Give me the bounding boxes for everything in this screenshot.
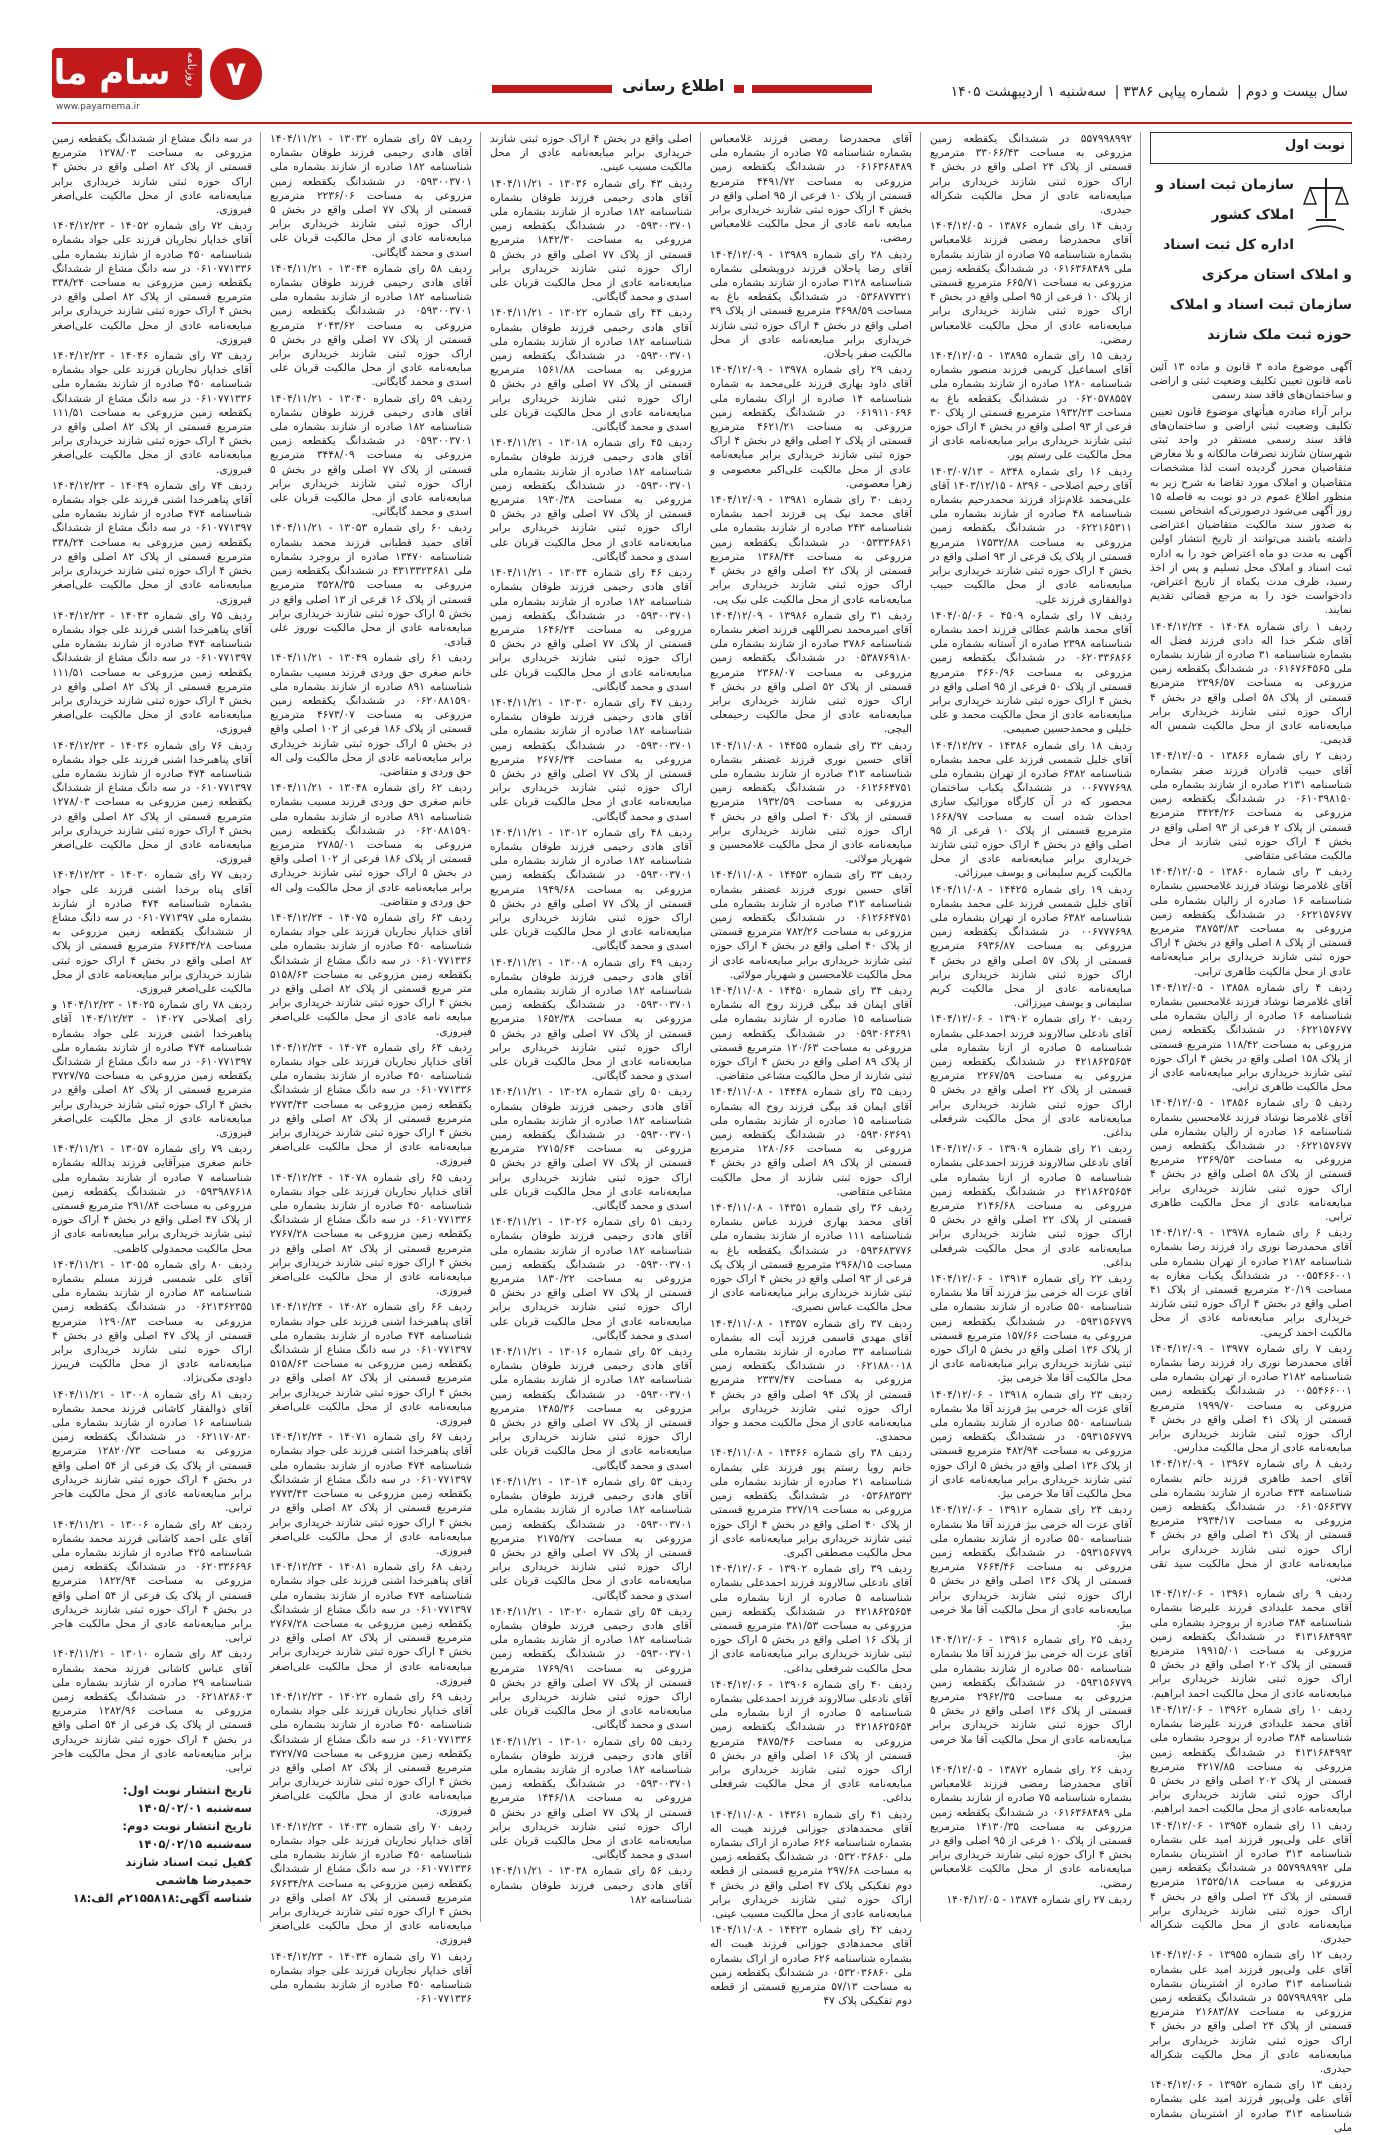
notice-entry: ۵۵۷۹۹۸۹۹۲ در ششدانگ یکقطعه زمین مزروعی به مساحت ۳۳۰۶۶/۴۳ مترمربع قسمتی از پلاک ۲۴ اصلی واقع در بخش ۴ اراک حوزه ثبتی شازند خریداری برابر مبایعه‌نامه عادی از محل مالکیت شکراله حیدری. bbox=[930, 133, 1132, 217]
notice-entry: ردیف ۱۹ رای شماره ۱۴۴۲۵ - ۱۴۰۴/۱۱/۰۸ آقای خلیل شمسی فرزند علی محمد بشماره شناسنامه ۶۳۸۲ صادره از تهران بشماره ملی ۰۰۶۷۷۷۶۹۸ در ششدانگ یکقطعه زمین مزروعی به مساحت ۶۹۳۶/۸۷ مترمربع قسمتی از پلاک ۵۷ اصلی واقع در بخش ۴ اراک حوزه ثبتی شازند خریداری برابر مبایعه‌نامه عادی از محل مالکیت کریم سلیمانی و یوسف میرزائی. bbox=[930, 883, 1132, 1010]
signatory-title: کفیل ثبت اسناد شازند bbox=[125, 1855, 252, 1870]
notice-entry: ردیف ۳۷ رای شماره ۱۴۳۵۷ - ۱۴۰۴/۱۱/۰۸ آقای مهدی قاسمی فرزند آیت اله بشماره شناسنامه ۳۳ صادره از شازند بشماره ملی ۰۶۲۱۸۸۰۰۱۸ در ششدانگ یکقطعه زمین مزروعی به مساحت ۲۳۳۷/۴۷ مترمربع قسمتی از پلاک ۹۴ اصلی واقع در بخش ۴ اراک حوزه ثبتی شازند خریداری برابر مبایعه‌نامه عادی از محل مالکیت محمد و جواد محمدی. bbox=[710, 1317, 912, 1444]
notice-entry: ردیف ۴۹ رای شماره ۱۳۰۰۸ - ۱۴۰۴/۱۱/۲۱ آقای هادی رحیمی فرزند طوفان بشماره شناسنامه ۱۸۲ صادره از شازند بشماره ملی ۰۵۹۳۰۰۳۷۰۱ در ششدانگ یکقطعه زمین مزروعی به مساحت ۱۶۵۲/۳۸ مترمربع قسمتی از پلاک ۷۷ اصلی واقع در بخش ۵ اراک حوزه ثبتی شازند خریداری برابر مبایعه‌نامه عادی از محل مالکیت قربان علی اسدی و محمد گایگانی. bbox=[490, 956, 692, 1083]
volume-label: سال بیست و دوم bbox=[1245, 84, 1348, 100]
notice-entry: ردیف ۷۸ رای شماره ۱۴۰۲۵ - ۱۴۰۴/۱۲/۲۳ و رای اصلاحی ۱۴۰۲۷ - ۱۴۰۴/۱۲/۲۳ آقای پناهبرخدا اشنی فرزند علی جواد بشماره شناسنامه ۴۷۴ صادره از شازند بشماره ملی ۰۶۱۰۷۷۱۳۹۷ در سه دانگ مشاع از ششدانگ یکقطعه زمین مزروعی به مساحت ۳۷۲۷/۷۵ مترمربع قسمتی از پلاک ۸۲ اصلی واقع در بخش ۴ اراک حوزه ثبتی شازند خریداری برابر مبایعه‌نامه عادی از محل مالکیت علی‌اصغر فیروزی. bbox=[52, 999, 252, 1140]
notice-entry: ردیف ۴۶ رای شماره ۱۳۰۳۴ - ۱۴۰۴/۱۱/۲۱ آقای هادی رحیمی فرزند طوفان بشماره شناسنامه ۱۸۲ صادره از شازند بشماره ملی ۰۵۹۳۰۰۳۷۰۱ در ششدانگ یکقطعه زمین مزروعی به مساحت ۱۶۴۶/۲۴ مترمربع قسمتی از پلاک ۷۷ اصلی واقع در بخش ۵ اراک حوزه ثبتی شازند خریداری برابر مبایعه‌نامه عادی از محل مالکیت قربان علی اسدی و محمد گایگانی. bbox=[490, 567, 692, 693]
column-paragraphs bbox=[490, 132, 692, 1907]
notice-entry: ردیف ۶ رای شماره ۱۳۹۷۸ - ۱۴۰۴/۱۲/۰۹ آقای محمدرضا نوری راد فرزند رضا بشماره شناسنامه ۲۱۸۲ صادره از تهران بشماره ملی ۰۰۵۵۴۶۶۰۰۱ در ششدانگ یکباب مغازه به مساحت ۲۰/۱۹ مترمربع قسمتی از پلاک ۴۱ اصلی واقع در بخش ۴ اراک حوزه ثبتی شازند خریداری برابر مبایعه‌نامه عادی از محل مالکیت احمد کریمی. bbox=[1150, 1227, 1353, 1339]
notice-entry: ردیف ۴۱ رای شماره ۱۴۳۶۱ - ۱۴۰۴/۱۱/۰۸ آقای محمدهادی جوزانی فرزند هیبت اله بشماره شناسنامه ۶۲۶ صادره از اراک بشماره ملی ۰۵۳۲۰۳۶۸۶۰ در ششدانگ یکقطعه زمین به مساحت ۲۹۷/۶۸ مترمربع قسمتی از قطعه دوم تفکیکی پلاک ۴۷ اصلی واقع در بخش ۴ اراک حوزه ثبتی شازند خریداری برابر مبایعه‌نامه عادی از محل مالکیت مسیب عینی. bbox=[710, 1808, 913, 1920]
column-2 bbox=[930, 132, 1132, 1922]
notice-entry: ردیف ۷۳ رای شماره ۱۴۰۴۶ - ۱۴۰۴/۱۲/۲۳ آقای خداپار نجاریان فرزند علی جواد بشماره شناسنامه ۴۵۰ صادره از شازند بشماره ملی ۰۶۱۰۷۷۱۳۳۶ در سه دانگ مشاع از ششدانگ یکقطعه زمین مزروعی به مساحت ۱۱۱/۵۱ مترمربع قسمتی از پلاک ۸۲ اصلی واقع در بخش ۴ اراک حوزه ثبتی شازند خریداری برابر مبایعه‌نامه عادی از محل مالکیت علی‌اصغر فیروزی. bbox=[52, 350, 252, 476]
notice-entry: ردیف ۷۷ رای شماره ۱۴۰۳۰ - ۱۴۰۴/۱۲/۲۳ آقای پناه برخدا اشنی فرزند علی جواد بشماره شناسنامه ۴۷۴ صادره از شازند بشماره ملی ۰۶۱۰۷۷۱۳۹۷ در سه دانگ مشاع از ششدانگ یکقطعه زمین مزروعی به مساحت ۶۷۶۳۴/۲۸ مترمربع قسمتی از پلاک ۸۲ اصلی واقع در بخش ۴ اراک حوزه ثبتی شازند خریداری برابر مبایعه‌نامه عادی از محل مالکیت علی‌اصغر فیروزی. bbox=[52, 869, 252, 995]
notice-entry: ردیف ۶۸ رای شماره ۱۴۰۸۱ - ۱۴۰۴/۱۲/۲۴ آقای پناهبرخدا اشنی فرزند علی جواد بشماره شناسنامه ۴۷۴ صادره از شازند بشماره ملی ۰۶۱۰۷۷۱۳۹۷ در سه دانگ مشاع از ششدانگ یکقطعه زمین مزروعی به مساحت ۲۷۶۷/۲۸ مترمربع قسمتی از پلاک ۸۲ اصلی واقع در بخش ۴ اراک حوزه ثبتی شازند خریداری برابر مبایعه‌نامه عادی از محل مالکیت علی‌اصغر فیروزی. bbox=[270, 1561, 472, 1687]
notice-entry: ردیف ۴۲ رای شماره ۱۴۴۲۳ - ۱۴۰۴/۱۱/۰۸ آقای محمدهادی جوزانی فرزند هیبت اله بشماره شناسنامه ۶۲۶ صادره از اراک بشماره ملی ۰۵۳۲۰۳۶۸۶۰ در ششدانگ یکقطعه زمین به مساحت ۵۷/۱۳ مترمربع قسمتی از قطعه دوم تفکیکی پلاک ۴۷ bbox=[710, 1924, 913, 2008]
notice-entry: ردیف ۱۸ رای شماره ۱۴۳۸۶ - ۱۴۰۴/۱۲/۲۷ آقای خلیل شمسی فرزند علی محمد بشماره شناسنامه ۶۳۸۲ صادره از تهران بشماره ملی ۰۰۶۷۷۷۶۹۸ در ششدانگ یکباب ساختمان محصور که در آن کارگاه موزائیک سازی احداث شده است به مساحت ۱۶۶۸/۹۷ مترمربع قسمتی از پلاک ۱۰ فرعی از ۹۵ اصلی واقع در بخش ۴ اراک حوزه ثبتی شازند خریداری برابر مبایعه‌نامه عادی از محل مالکیت کریم سلیمانی و یوسف میرزائی. bbox=[930, 739, 1133, 880]
notice-entry: آقای محمدرضا رمضی فرزند غلامعباس بشماره شناسنامه ۷۵ صادره از بشماره ملی ۰۶۱۶۳۶۸۴۸۹ در ششدانگ یکقطعه زمین مزروعی به مساحت ۴۴۹۱/۷۲ مترمربع قسمتی از پلاک ۱۰ فرعی از ۹۵ اصلی واقع در بخش ۴ اراک حوزه ثبتی شازند خریداری برابر مبایعه نامه عادی از محل مالکیت غلامعباس رمضی. bbox=[710, 133, 912, 245]
second-pub-label: تاریخ انتشار نوبت دوم: bbox=[122, 1819, 252, 1834]
notice-entry: ردیف ۲ رای شماره ۱۳۸۶۶ - ۱۴۰۴/۱۲/۰۵ آقای حبیب قادران فرزند صفر بشماره شناسنامه ۲۱۳۱ صادره از شازند بشماره ملی ۰۶۱۰۳۹۸۱۵۰ در ششدانگ یکقطعه زمین مزروعی به مساحت ۳۴۲۴/۲۶ مترمربع قسمتی از پلاک ۲ فرعی از ۹۳ اصلی واقع در بخش ۴ اراک حوزه ثبتی شازند از محل مالکیت مشاعی متقاضی bbox=[1150, 750, 1352, 862]
notice-entry: ردیف ۲۸ رای شماره ۱۳۹۸۹ - ۱۴۰۴/۱۲/۰۹ آقای رضا یاحلان فرزند درویشعلی بشماره شناسنامه ۳۱۲۸ صادره از شازند بشماره ملی ۰۵۳۶۸۷۷۳۲۱ در ششدانگ یکقطعه باغ به مساحت ۳۶۹۸/۵۹ مترمربع قسمتی از پلاک ۳۹ اصلی واقع در بخش ۴ اراک حوزه ثبتی شازند خریداری برابر مبایعه‌نامه عادی از محل مالکیت صفر یاحلان. bbox=[710, 248, 913, 361]
notice-entry: ردیف ۸ رای شماره ۱۳۹۶۷ - ۱۴۰۴/۱۲/۰۹ آقای احمد طاهری فرزند حاتم بشماره شناسنامه ۴۳۴ صادره از شازند بشماره ملی ۰۶۱۰۵۶۶۳۷۷ در ششدانگ یکقطعه زمین مزروعی به مساحت ۲۹۳۴/۱۷ مترمربع قسمتی از پلاک ۴۱ اصلی واقع در بخش ۴ اراک حوزه ثبتی شازند خریداری برابر مبایعه‌نامه عادی از محل مالکیت سید تقی مدنی. bbox=[1150, 1458, 1352, 1585]
notice-entry: ردیف ۵۹ رای شماره ۱۳۰۴۰ - ۱۴۰۴/۱۱/۲۱ آقای هادی رحیمی فرزند طوفان بشماره شناسنامه ۱۸۲ صادره از شازند بشماره ملی ۰۵۹۳۰۰۳۷۰۱ در ششدانگ یکقطعه زمین مزروعی به مساحت ۳۴۴۸/۰۹ مترمربع قسمتی از پلاک ۷۷ اصلی واقع در بخش ۵ اراک حوزه ثبتی شازند خریداری برابر مبایعه‌نامه عادی از محل مالکیت قربان علی اسدی و محمد گایگانی. bbox=[270, 392, 472, 519]
notice-entry: ردیف ۷۶ رای شماره ۱۴۰۳۶ - ۱۴۰۴/۱۲/۲۳ آقای پناهبرخدا اشنی فرزند علی جواد بشماره شناسنامه ۴۷۴ صادره از شازند بشماره ملی ۰۶۱۰۷۷۱۳۹۷ در سه دانگ مشاع از ششدانگ یکقطعه زمین مزروعی به مساحت ۱۲۷۸/۰۳ مترمربع قسمتی از پلاک ۸۲ اصلی واقع در بخش ۴ اراک حوزه ثبتی شازند خریداری برابر مبایعه‌نامه عادی از محل مالکیت علی‌اصغر فیروزی. bbox=[52, 739, 252, 866]
notice-entry: ردیف ۵۵ رای شماره ۱۳۰۱۰ - ۱۴۰۴/۱۱/۲۱ آقای هادی رحیمی فرزند طوفان بشماره شناسنامه ۱۸۲ صادره از شازند بشماره ملی ۰۵۹۳۰۰۳۷۰۱ در ششدانگ یکقطعه زمین مزروعی به مساحت ۱۴۴۶/۱۸ مترمربع قسمتی از پلاک ۷۷ اصلی واقع در بخش ۵ اراک حوزه ثبتی شازند خریداری برابر مبایعه‌نامه عادی از محل مالکیت قربان علی اسدی و محمد گایگانی. bbox=[490, 1735, 692, 1862]
notice-entry: ردیف ۵۸ رای شماره ۱۳۰۴۴ - ۱۴۰۴/۱۱/۲۱ آقای هادی رحیمی فرزند طوفان بشماره شناسنامه ۱۸۲ صادره از شازند بشماره ملی ۰۵۹۳۰۰۳۷۰۱ در ششدانگ یکقطعه زمین مزروعی به مساحت ۲۰۴۳/۶۲ مترمربع قسمتی از پلاک ۷۷ اصلی واقع در بخش ۵ اراک حوزه ثبتی شازند خریداری برابر مبایعه‌نامه عادی از محل مالکیت قربان علی اسدی و محمد گایگانی. bbox=[270, 262, 472, 389]
notice-id: شناسه آگهی:۲۱۵۵۸۱۸م الف:۱۸ bbox=[72, 1891, 252, 1906]
issue-date: سه‌شنبه ۱ اردیبهشت ۱۴۰۵ bbox=[950, 84, 1107, 100]
page-number: ۷ bbox=[210, 48, 262, 100]
notice-entry: ردیف ۵۲ رای شماره ۱۳۰۱۶ - ۱۴۰۴/۱۱/۲۱ آقای هادی رحیمی فرزند طوفان بشماره شناسنامه ۱۸۲ صادره از شازند بشماره ملی ۰۵۹۳۰۰۳۷۰۱ در ششدانگ یکقطعه زمین مزروعی به مساحت ۱۴۸۵/۳۶ مترمربع قسمتی از پلاک ۷۷ اصلی واقع در بخش ۵ اراک حوزه ثبتی شازند خریداری برابر مبایعه‌نامه عادی از محل مالکیت قربان علی اسدی و محمد گایگانی. bbox=[490, 1346, 692, 1472]
notice-entry: ردیف ۳۱ رای شماره ۱۳۹۸۶ - ۱۴۰۴/۱۲/۰۹ آقای امیرمحمد نصراللهی فرزند اصغر بشماره شناسنامه ۳۷۸۶ صادره از شازند بشماره ملی ۰۵۳۸۷۶۹۱۸۰ در ششدانگ یکقطعه زمین مزروعی به مساحت ۲۳۶۸/۰۷ مترمربع قسمتی از پلاک ۵۲ اصلی واقع در بخش ۴ اراک حوزه ثبتی شازند خریداری برابر مبایعه‌نامه عادی از محل مالکیت رحیمعلی الیچی. bbox=[710, 609, 912, 736]
column-6 bbox=[52, 132, 252, 1922]
emblem-icon bbox=[1300, 174, 1352, 238]
page-header bbox=[52, 40, 1352, 120]
notice-entry: در سه دانگ مشاع از ششدانگ یکقطعه زمین مزروعی به مساحت ۱۲۷۸/۰۳ مترمربع قسمتی از پلاک ۸۲ اصلی واقع در بخش ۴ اراک حوزه ثبتی شازند خریداری برابر مبایعه‌نامه عادی از محل مالکیت علی‌اصغر فیروزی. bbox=[52, 133, 252, 217]
issue-number: شماره پیاپی ۳۳۸۶ bbox=[1123, 84, 1229, 100]
header-rule bbox=[52, 122, 1352, 124]
notice-entry: ردیف ۶۳ رای شماره ۱۴۰۷۵ - ۱۴۰۴/۱۲/۲۴ آقای خداپار نجاریان فرزند علی جواد بشماره شناسنامه ۴۵۰ صادره از شازند بشماره ملی ۰۶۱۰۷۷۱۳۳۶ در سه دانگ مشاع از ششدانگ یکقطعه زمین مزروعی به مساحت ۵۱۵۸/۶۳ متر مربع قسمتی از پلاک ۸۲ اصلی واقع در بخش ۴ اراک حوزه ثبتی شازند خریداری برابر مبایعه نامه عادی از محل مالکیت علی‌اصغر فیروزی. bbox=[270, 911, 472, 1038]
notice-entry: ردیف ۶۴ رای شماره ۱۴۰۷۴ - ۱۴۰۴/۱۲/۲۴ آقای خداپار نجاریان فرزند علی جواد بشماره شناسنامه ۴۵۰ صادره از شازند بشماره ملی ۰۶۱۰۷۷۱۳۳۶ در سه دانگ مشاع از ششدانگ یکقطعه زمین مزروعی به مساحت ۲۷۷۳/۴۳ مترمربع قسمتی از پلاک ۸۲ اصلی واقع در بخش ۴ اراک حوزه ثبتی شازند خریداری برابر مبایعه‌نامه عادی از محل مالکیت علی‌اصغر فیروزی. bbox=[270, 1041, 472, 1168]
column-1 bbox=[1150, 132, 1353, 2134]
notice-entry: ردیف ۲۶ رای شماره ۱۳۸۷۲ - ۱۴۰۴/۱۲/۰۵ آقای محمدرضا رمضی فرزند غلامعباس بشماره شناسنامه ۷۵ صادره از شازند بشماره ملی ۰۶۱۶۳۶۸۴۸۹ در ششدانگ یکقطعه زمین مزروعی به مساحت ۱۴۱۳۰/۳۵ مترمربع قسمتی از پلاک ۱۰ فرعی از ۹۵ اصلی واقع در بخش ۴ اراک حوزه ثبتی شازند خریداری برابر مبایعه‌نامه عادی از محل مالکیت غلامعباس رمضی. bbox=[930, 1763, 1132, 1890]
notice-entry: ردیف ۴۰ رای شماره ۱۳۹۰۶ - ۱۴۰۴/۱۲/۰۶ آقای نادعلی سالاروند فرزند احمدعلی بشماره شناسنامه ۵ صادره از ازنا بشماره ملی ۴۲۱۸۶۲۵۶۵۴ در ششدانگ یکقطعه زمین مزروعی به مساحت ۴۸۷۵/۴۶ مترمربع قسمتی از پلاک ۱۶ اصلی واقع در بخش ۵ اراک حوزه ثبتی شازند خریداری برابر مبایعه‌نامه عادی از محل مالکیت شرفعلی بداغی. bbox=[710, 1678, 913, 1805]
notice-entry: برابر آراء صادره هیأتهای موضوع قانون تعیین تکلیف وضعیت ثبتی اراضی و ساختمان‌های فاقد سند رسمی مستقر در واحد ثبتی شهرستان شازند تصرفات مالکانه و بلا معارض متقاضیان محرز گردیده است لذا مشخصات متقاضیان و املاک مورد تقاضا به شرح زیر به منظور اطلاع عموم در دو نوبت به فاصله ۱۵ روز آگهی می‌شود درصورتی‌که اشخاص نسبت به صدور سند مالکیت متقاضیان اعتراضی داشته باشند می‌توانند از تاریخ انتشار اولین آگهی به مدت دو ماه اعتراض خود را به اداره ثبت اسناد و املاک محل تسلیم و پس از اخذ رسید، ظرف مدت یکماه از تاریخ اعتراض، دادخواست خود را به مرجع قضائی تقدیم نمایند. bbox=[1150, 405, 1352, 617]
notice-entry: ردیف ۸۱ رای شماره ۱۳۰۰۸ - ۱۴۰۴/۱۱/۲۱ آقای ذوالفقار کاشانی فرزند محمد بشماره شناسنامه ۱۶ صادره از شازند بشماره ملی ۰۶۲۱۱۷۰۸۳۰ در ششدانگ یکقطعه زمین مزروعی به مساحت ۱۲۸۲۰/۷۳ مترمربع قسمتی از پلاک یک فرعی از ۵۴ اصلی واقع در بخش ۴ اراک حوزه ثبتی شازند خریداری برابر مبایعه‌نامه عادی از محل مالکیت هاجر ترابی. bbox=[52, 1388, 252, 1515]
notice-entry: ردیف ۲۴ رای شماره ۱۳۹۱۲ - ۱۴۰۴/۱۲/۰۶ آقای عزت اله خرمی بیژ فرزند آقا ملا بشماره شناسنامه ۵۵۰ صادره از شازند بشماره ملی ۰۵۹۳۱۵۶۷۷۹ در ششدانگ یکقطعه زمین مزروعی به مساحت ۷۶۶۴/۴۶ مترمربع قسمتی از پلاک ۱۳۶ اصلی واقع در بخش ۵ اراک حوزه ثبتی شازند خریداری برابر مبایعه‌نامه عادی از محل مالکیت آقا ملا خرمی بیژ. bbox=[930, 1504, 1132, 1630]
notice-entry: ردیف ۲۹ رای شماره ۱۳۹۷۸ - ۱۴۰۴/۱۲/۰۹ آقای داود بهاری فرزند علی‌محمد به شماره شناسنامه ۱۴ صادره از اراک بشماره ملی ۰۶۱۹۱۱۰۶۹۶ در ششدانگ یکقطعه زمین مزروعی به مساحت ۴۶۲۱/۲۱ مترمربع قسمتی از پلاک ۲ اصلی واقع در بخش ۴ اراک حوزه ثبتی شازند خریداری برابر مبایعه‌نامه عادی از محل مالکیت علی‌اکبر معصومی و زهرا معصومی. bbox=[710, 364, 912, 490]
notice-entry: ردیف ۳۵ رای شماره ۱۴۴۴۸ - ۱۴۰۴/۱۱/۰۸ آقای ایمان قد بیگی فرزند روح اله بشماره شناسنامه ۱۵ صادره از شازند بشماره ملی ۰۵۹۳۰۶۳۶۹۱ در ششدانگ یکقطعه زمین مزروعی به مساحت ۱۲۸۰/۶۶ مترمربع قسمتی از پلاک ۸۹ اصلی واقع در بخش ۴ اراک حوزه ثبتی شازند از محل مالکیت مشاعی متقاضی. bbox=[710, 1086, 912, 1198]
notice-entry: ردیف ۲۳ رای شماره ۱۳۹۱۸ - ۱۴۰۴/۱۲/۰۶ آقای عزت اله خرمی بیژ فرزند آقا ملا بشماره شناسنامه ۵۵۰ صادره از شازند بشماره ملی ۰۵۹۳۱۵۶۷۷۹ در ششدانگ یکقطعه زمین مزروعی به مساحت ۴۸۲/۹۴ مترمربع قسمتی از پلاک ۱۳۶ اصلی واقع در بخش ۵ اراک حوزه ثبتی شازند خریداری برابر مبایعه‌نامه عادی از محل مالکیت آقا ملا خرمی بیژ. bbox=[930, 1388, 1133, 1501]
notice-entry: ردیف ۷۹ رای شماره ۱۳۰۵۷ - ۱۴۰۴/۱۱/۲۱ خانم صغری میرآقایی فرزند یدالله بشماره شناسنامه ۷ صادره از شازند بشماره ملی ۰۵۹۳۹۸۷۶۱۸ در ششدانگ یکقطعه زمین مزروعی به مساحت ۲۹۱/۸۴ مترمربع قسمتی از پلاک ۴۷ اصلی واقع در بخش ۴ اراک حوزه ثبتی شازند خریداری برابر مبایعه‌نامه عادی از محل مالکیت محمدولی کاظمی. bbox=[52, 1143, 252, 1255]
column-paragraphs bbox=[270, 132, 472, 2006]
publication-footer bbox=[52, 1781, 252, 1907]
notice-entry: ردیف ۳۶ رای شماره ۱۴۳۵۱ - ۱۴۰۴/۱۱/۰۸ آقای محمد بهاری فرزند عباس بشماره شناسنامه ۱۱۱ صادره از شازند بشماره ملی ۰۵۹۳۶۸۳۷۷۶ در ششدانگ یکقطعه باغ به مساحت ۲۹۶۸/۱۵ مترمربع قسمتی از پلاک یک فرعی از ۹۳ اصلی واقع در بخش ۴ اراک حوزه ثبتی شازند خریداری برابر مبایعه‌نامه عادی از محل مالکیت عباس نصیری. bbox=[710, 1202, 912, 1314]
notice-badge-box bbox=[1150, 132, 1352, 164]
notice-entry: ردیف ۶۰ رای شماره ۱۳۰۵۳ - ۱۴۰۴/۱۱/۲۱ آقای حمید قطبانی فرزند محمد بشماره شناسنامه ۱۳۴۷۰ صادره از بروجرد بشماره ملی ۴۳۱۳۳۲۳۶۸۱ در ششدانگ یکقطعه زمین مزروعی به مساحت ۳۵۲۸/۳۵ مترمربع قسمتی از پلاک ۱۶ فرعی از ۱۳ اصلی واقع در بخش ۵ اراک حوزه ثبتی شازند خریداری برابر مبایعه‌نامه عادی از محل مالکیت نوروز علی قبادی. bbox=[270, 522, 472, 649]
notice-title-1: سازمان ثبت اسناد و املاک کشور bbox=[1155, 177, 1294, 223]
notice-entry: ردیف ۶۷ رای شماره ۱۴۰۷۱ - ۱۴۰۴/۱۲/۲۴ آقای پناهبرخدا اشنی فرزند علی جواد بشماره شناسنامه ۴۷۴ صادره از شازند بشماره ملی ۰۶۱۰۷۷۱۳۹۷ در سه دانگ مشاع از ششدانگ یکقطعه زمین مزروعی به مساحت ۲۷۷۳/۴۳ مترمربع قسمتی از پلاک ۸۲ اصلی واقع در بخش ۴ اراک حوزه ثبتی شازند خریداری برابر مبایعه‌نامه عادی از محل مالکیت علی‌اصغر فیروزی. bbox=[270, 1431, 472, 1557]
notice-entry: ردیف ۸۲ رای شماره ۱۳۰۰۶ - ۱۴۰۴/۱۱/۲۱ آقای علی احمد کاشانی فرزند محمد بشماره شناسنامه ۴۲۵ صادره از شازند بشماره ملی ۰۶۲۰۳۳۶۶۹۶ در ششدانگ یکقطعه زمین مزروعی به مساحت ۱۸۲۲/۹۴ مترمربع قسمتی از پلاک یک فرعی از ۵۴ اصلی واقع در بخش ۴ اراک حوزه ثبتی شازند خریداری برابر مبایعه‌نامه عادی از محل مالکیت هاجر ترابی. bbox=[52, 1518, 252, 1645]
notice-entry: ردیف ۱۴ رای شماره ۱۳۸۷۶ - ۱۴۰۴/۱۲/۰۵ آقای محمدرضا رمضی فرزند غلامعباس بشماره شناسنامه ۷۵ صادره از شازند بشماره ملی ۰۶۱۶۳۶۸۴۸۹ در ششدانگ یکقطعه زمین مزروعی به مساحت ۶۶۵/۷۱ مترمربع قسمتی از پلاک ۱۰ فرعی از ۹۵ اصلی واقع در بخش ۴ اراک حوزه ثبتی شازند خریداری برابر مبایعه‌نامه عادی از محل مالکیت غلامعباس رمضی. bbox=[930, 220, 1133, 346]
notice-entry: ردیف ۴۳ رای شماره ۱۳۰۳۶ - ۱۴۰۴/۱۱/۲۱ آقای هادی رحیمی فرزند طوفان بشماره شناسنامه ۱۸۲ صادره از شازند بشماره ملی ۰۵۹۳۰۰۳۷۰۱ در ششدانگ یکقطعه زمین مزروعی به مساحت ۱۸۴۲/۳۰ مترمربع قسمتی از پلاک ۷۷ اصلی واقع در بخش ۵ اراک حوزه ثبتی شازند خریداری برابر مبایعه‌نامه عادی از محل مالکیت قربان علی اسدی و محمد گایگانی. bbox=[490, 177, 692, 304]
notice-entry: ردیف ۷۴ رای شماره ۱۴۰۴۹ - ۱۴۰۴/۱۲/۲۳ آقای پناهبرخدا اشنی فرزند علی جواد بشماره شناسنامه ۴۷۴ صادره از شازند بشماره ملی ۰۶۱۰۷۷۱۳۹۷ در سه دانگ مشاع از ششدانگ یکقطعه زمین مزروعی به مساحت ۳۳۸/۲۴ مترمربع قسمتی از پلاک ۸۲ اصلی واقع در بخش ۴ اراک حوزه ثبتی شازند خریداری برابر مبایعه‌نامه عادی از محل مالکیت علی‌اصغر فیروزی. bbox=[52, 479, 252, 606]
notice-entry: ردیف ۳۲ رای شماره ۱۴۴۵۵ - ۱۴۰۴/۱۱/۰۸ آقای حسین نوری فرزند غضنفر بشماره شناسنامه ۳۱۳ صادره از شازند بشماره ملی ۰۶۱۲۶۶۴۷۵۱ در ششدانگ یکقطعه زمین مزروعی به مساحت ۱۹۳۲/۵۹ مترمربع قسمتی از پلاک ۴۰ اصلی واقع در بخش ۴ اراک حوزه ثبتی شازند خریداری برابر مبایعه‌نامه عادی از محل مالکیت غلامحسین و شهریار مولائی. bbox=[710, 739, 912, 866]
column-3 bbox=[710, 132, 913, 2008]
notice-entry: ردیف ۶۵ رای شماره ۱۴۰۷۸ - ۱۴۰۴/۱۲/۲۴ آقای خداپار نجاریان فرزند علی جواد بشماره شناسنامه ۴۵۰ صادره از شازند بشماره ملی ۰۶۱۰۷۷۱۳۳۶ در سه دانگ مشاع از ششدانگ یکقطعه زمین مزروعی به مساحت ۲۷۶۷/۲۸ مترمربع قسمتی از پلاک ۸۲ اصلی واقع در بخش ۴ اراک حوزه ثبتی شازند خریداری برابر مبایعه‌نامه عادی از محل مالکیت علی‌اصغر فیروزی. bbox=[270, 1171, 472, 1298]
notice-entry: ردیف ۶۹ رای شماره ۱۴۰۲۲ - ۱۴۰۴/۱۲/۲۳ آقای خداپار نجاریان فرزند علی جواد بشماره شناسنامه ۴۵۰ صادره از شازند بشماره ملی ۰۶۱۰۷۷۱۳۳۶ در سه دانگ مشاع از ششدانگ یکقطعه زمین مزروعی به مساحت ۳۷۲۷/۷۵ مترمربع قسمتی از پلاک ۸۲ اصلی واقع در بخش ۴ اراک حوزه ثبتی شازند خریداری برابر مبایعه‌نامه عادی از محل مالکیت علی‌اصغر فیروزی. bbox=[270, 1690, 472, 1817]
notice-entry: ردیف ۴ رای شماره ۱۳۸۵۸ - ۱۴۰۴/۱۲/۰۵ آقای غلامرضا نوشاد فرزند غلامحسین بشماره شناسنامه ۱۶ صادره از زالیان بشماره ملی ۰۶۲۲۱۵۷۶۷۷ در ششدانگ یکقطعه زمین مزروعی به مساحت ۱۱۸/۴۲ مترمربع قسمتی از پلاک ۱۵۸ اصلی واقع در بخش ۴ اراک حوزه ثبتی شازند خریداری برابر مبایعه‌نامه عادی از محل مالکیت طاهری ترابی. bbox=[1150, 981, 1353, 1094]
column-5 bbox=[270, 132, 472, 2006]
notice-entry: ردیف ۱۳ رای شماره ۱۳۹۵۲ - ۱۴۰۴/۱۲/۰۶ آقای علی ولی‌پور فرزند امید علی بشماره شناسنامه ۳۱۳ صادره از اشترینان بشماره ملی bbox=[1150, 2079, 1352, 2134]
notice-entry: ردیف ۷۱ رای شماره ۱۴۰۳۴ - ۱۴۰۴/۱۲/۲۳ آقای خداپار نجاریان فرزند علی جواد بشماره شناسنامه ۴۵۰ صادره از شازند بشماره ملی ۰۶۱۰۷۷۱۳۳۶ bbox=[270, 1950, 472, 2006]
newspaper-logo[interactable] bbox=[52, 40, 202, 120]
column-paragraphs bbox=[710, 132, 912, 2008]
notice-entry: ردیف ۸۳ رای شماره ۱۳۰۱۰ - ۱۴۰۴/۱۱/۲۱ آقای عباس کاشانی فرزند محمد بشماره شناسنامه ۲۹ صادره از شازند بشماره ملی ۰۶۲۱۸۲۸۶۰۳ در ششدانگ یکقطعه زمین مزروعی به مساحت ۱۲۸۲/۹۶ مترمربع قسمتی از پلاک یک فرعی از ۵۴ اصلی واقع در بخش ۴ اراک حوزه ثبتی شازند خریداری برابر مبایعه‌نامه عادی از محل مالکیت هاجر ترابی. bbox=[52, 1648, 252, 1774]
notice-entry: ردیف ۲۷ رای شماره ۱۳۸۷۴ - ۱۴۰۴/۱۲/۰۵ bbox=[946, 1893, 1132, 1906]
notice-entry: ردیف ۱۷ رای شماره ۴۵۰۹ - ۱۴۰۴/۰۵/۰۶ آقای محمد هاشم عطائی فرزند احمد بشماره شناسنامه ۲۳۹۸ صادره از آستانه بشماره ملی ۰۶۲۰۳۳۶۸۶۶ در ششدانگ یکقطعه زمین مزروعی به مساحت ۳۶۶۰/۹۶ مترمربع قسمتی از پلاک ۵۰ فرعی از ۹۵ اصلی واقع در بخش ۴ اراک حوزه ثبتی شازند خریداری برابر مبایعه‌نامه عادی از محل مالکیت محمد و علی خلیلی و محمدحسین صمیمی. bbox=[930, 609, 1132, 736]
notice-entry: ردیف ۳۳ رای شماره ۱۴۴۵۳ - ۱۴۰۴/۱۱/۰۸ آقای حسین نوری فرزند غضنفر بشماره شناسنامه ۳۱۳ صادره از شازند بشماره ملی ۰۶۱۲۶۶۴۷۵۱ در ششدانگ یکقطعه زمین مزروعی به مساحت ۷۸۲/۲۶ مترمربع قسمتی از پلاک ۴۰ اصلی واقع در بخش ۴ اراک حوزه ثبتی شازند خریداری برابر مبایعه‌نامه عادی از محل مالکیت غلامحسین و شهریار مولائی. bbox=[710, 869, 913, 981]
notice-entry: ردیف ۷ رای شماره ۱۳۹۷۷ - ۱۴۰۴/۱۲/۰۹ آقای محمدرضا نوری راد فرزند رضا بشماره شناسنامه ۲۱۸۲ صادره از تهران بشماره ملی ۰۰۵۵۴۶۶۰۰۱ در ششدانگ یکقطعه زمین مزروعی به مساحت ۱۹۹۹/۷۰ مترمربع قسمتی از پلاک ۴۱ اصلی واقع در بخش ۴ اراک حوزه ثبتی شازند خریداری برابر مبایعه‌نامه عادی از محل مالکیت مدارس. bbox=[1150, 1342, 1352, 1455]
notice-entry: ردیف ۹ رای شماره ۱۳۹۶۱ - ۱۴۰۴/۱۲/۰۶ آقای محمد علیدادی فرزند علیرضا بشماره شناسنامه ۳۸۴ صادره از بروجرد بشماره ملی ۴۱۳۱۶۸۴۹۹۳ در ششدانگ یکقطعه زمین مزروعی به مساحت ۱۹۹۱۵/۰۱ مترمربع قسمتی از پلاک ۲۰۲ اصلی واقع در بخش ۵ اراک حوزه ثبتی شازند خریداری برابر مبایعه‌نامه عادی از محل مالکیت احمد ابراهیم. bbox=[1150, 1588, 1352, 1700]
column-paragraphs bbox=[930, 132, 1132, 1907]
column-paragraphs bbox=[52, 132, 252, 1775]
notice-entry: ردیف ۳۴ رای شماره ۱۴۴۵۰ - ۱۴۰۴/۱۱/۰۸ آقای ایمان قد بیگی فرزند روح اله بشماره شناسنامه ۱۵ صادره از شازند بشماره ملی ۰۵۹۳۰۶۳۶۹۱ در ششدانگ یکقطعه زمین مزروعی به مساحت ۱۲۰/۶۳ مترمربع قسمتی از پلاک ۸۹ اصلی واقع در بخش ۴ اراک حوزه ثبتی شازند از محل مالکیت مشاعی متقاضی. bbox=[710, 984, 913, 1083]
notice-title-3: سازمان ثبت اسناد و املاک حوزه ثبت ملک شازند bbox=[1169, 297, 1352, 343]
notice-entry: ردیف ۷۵ رای شماره ۱۴۰۴۳ - ۱۴۰۴/۱۲/۲۳ آقای پناهبرخدا اشنی فرزند علی جواد بشماره شناسنامه ۴۷۴ صادره از شازند بشماره ملی ۰۶۱۰۷۷۱۳۹۷ در سه دانگ مشاع از ششدانگ یکقطعه زمین مزروعی به مساحت ۱۱۱/۵۱ مترمربع قسمتی از پلاک ۸۲ اصلی واقع در بخش ۴ اراک حوزه ثبتی شازند خریداری برابر مبایعه‌نامه عادی از محل مالکیت علی‌اصغر فیروزی. bbox=[52, 609, 252, 736]
notice-entry: ردیف ۴۷ رای شماره ۱۳۰۳۰ - ۱۴۰۴/۱۱/۲۱ آقای هادی رحیمی فرزند طوفان بشماره شناسنامه ۱۸۲ صادره از شازند بشماره ملی ۰۵۹۳۰۰۳۷۰۱ در ششدانگ یکقطعه زمین مزروعی به مساحت ۲۶۷۶/۳۴ مترمربع قسمتی از پلاک ۷۷ اصلی واقع در بخش ۵ اراک حوزه ثبتی شازند خریداری برابر مبایعه‌نامه عادی از محل مالکیت قربان علی اسدی و محمد گایگانی. bbox=[490, 696, 692, 823]
notice-entry: ردیف ۵۶ رای شماره ۱۳۰۳۸ - ۱۴۰۴/۱۱/۲۱ آقای هادی رحیمی فرزند طوفان بشماره شناسنامه ۱۸۲ bbox=[490, 1865, 692, 1906]
notice-entry: ردیف ۳ رای شماره ۱۳۸۶۰ - ۱۴۰۴/۱۲/۰۵ آقای غلامرضا نوشاد فرزند غلامحسین بشماره شناسنامه ۱۶ صادره از زالیان بشماره ملی ۰۶۲۲۱۵۷۶۷۷ در ششدانگ یکقطعه زمین مزروعی به مساحت ۳۸۷۵۳/۸۳ مترمربع قسمتی از پلاک ۸ اصلی واقع در بخش ۴ اراک حوزه ثبتی شازند خریداری برابر مبایعه‌نامه عادی از محل مالکیت طاهری ترابی. bbox=[1150, 866, 1352, 978]
notice-entry: ردیف ۵۷ رای شماره ۱۳۰۳۲ - ۱۴۰۴/۱۱/۲۱ آقای هادی رحیمی فرزند طوفان بشماره شناسنامه ۱۸۲ صادره از شازند بشماره ملی ۰۵۹۳۰۰۳۷۰۱ در ششدانگ یکقطعه زمین مزروعی به مساحت ۲۲۳۶/۰۶ مترمربع قسمتی از پلاک ۷۷ اصلی واقع در بخش ۵ اراک حوزه ثبتی شازند خریداری برابر مبایعه‌نامه عادی از محل مالکیت قربان علی اسدی و محمد گایگانی. bbox=[270, 133, 472, 259]
notice-entry: ردیف ۳۸ رای شماره ۱۴۳۶۶ - ۱۴۰۴/۱۱/۰۸ خانم رویا رستم پور فرزند علی بشماره شناسنامه ۲۱ صادره از شازند بشماره ملی ۰۵۳۶۸۳۵۳۲ در ششدانگ یکقطعه زمین مزروعی به مساحت ۳۲۷/۱۹ مترمربع قسمتی از پلاک ۴۰ اصلی واقع در بخش ۴ اراک حوزه ثبتی شازند خریداری برابر مبایعه‌نامه عادی از محل مالکیت مصطفی اکبری. bbox=[710, 1447, 913, 1559]
notice-entry: ردیف ۶۶ رای شماره ۱۴۰۸۲ - ۱۴۰۴/۱۲/۲۴ آقای پناهبرخدا اشنی فرزند علی جواد بشماره شناسنامه ۴۷۴ صادره از شازند بشماره ملی ۰۶۱۰۷۷۱۳۹۷ در سه دانگ مشاع از ششدانگ یکقطعه زمین مزروعی به مساحت ۵۱۵۸/۶۳ مترمربع قسمتی از پلاک ۸۲ اصلی واقع در بخش ۴ اراک حوزه ثبتی شازند خریداری برابر مبایعه‌نامه عادی از محل مالکیت علی‌اصغر فیروزی. bbox=[270, 1301, 472, 1428]
notice-entry: ردیف ۸۰ رای شماره ۱۳۰۵۵ - ۱۴۰۴/۱۱/۲۱ آقای علی شمسی فرزند مسلم بشماره شناسنامه ۸۳ صادره از شازند بشماره ملی ۰۶۲۱۳۶۲۳۵۵ در ششدانگ یکقطعه زمین مزروعی به مساحت ۱۲۹۰/۸۳ مترمربع قسمتی از پلاک ۴۷ اصلی واقع در بخش ۴ اراک حوزه ثبتی شازند خریداری برابر مبایعه‌نامه عادی از محل مالکیت فریبرز داودی مکی‌نژاد. bbox=[52, 1258, 252, 1385]
notice-entry: ردیف ۵۳ رای شماره ۱۳۰۱۴ - ۱۴۰۴/۱۱/۲۱ آقای هادی رحیمی فرزند طوفان بشماره شناسنامه ۱۸۲ صادره از شازند بشماره ملی ۰۵۹۳۰۰۳۷۰۱ در ششدانگ یکقطعه زمین مزروعی به مساحت ۲۱۷۵/۲۷ مترمربع قسمتی از پلاک ۷۷ اصلی واقع در بخش ۵ اراک حوزه ثبتی شازند خریداری برابر مبایعه‌نامه عادی از محل مالکیت قربان علی اسدی و محمد گایگانی. bbox=[490, 1475, 692, 1602]
issue-info: سال بیست و دوم| شماره پیاپی ۳۳۸۶| سه‌شنبه ۱ اردیبهشت ۱۴۰۵ bbox=[950, 84, 1348, 100]
notice-entry: ردیف ۱۱ رای شماره ۱۳۹۵۴ - ۱۴۰۴/۱۲/۰۶ آقای علی ولی‌پور فرزند امید علی بشماره شناسنامه ۳۱۳ صادره از اشترینان بشماره ملی ۵۵۷۹۹۸۹۹۲ در ششدانگ یکقطعه زمین مزروعی به مساحت ۱۳۵۲۵/۱۸ مترمربع قسمتی از پلاک ۲۴ اصلی واقع در بخش ۴ اراک حوزه ثبتی شازند خریداری برابر مبایعه‌نامه عادی از محل مالکیت شکراله حیدری. bbox=[1150, 1819, 1352, 1946]
notice-entry: ردیف ۵۴ رای شماره ۱۳۰۲۰ - ۱۴۰۴/۱۱/۲۱ آقای هادی رحیمی فرزند طوفان بشماره شناسنامه ۱۸۲ صادره از شازند بشماره ملی ۰۵۹۳۰۰۳۷۰۱ در ششدانگ یکقطعه زمین مزروعی به مساحت ۱۷۶۹/۹۱ مترمربع قسمتی از پلاک ۷۷ اصلی واقع در بخش ۵ اراک حوزه ثبتی شازند خریداری برابر مبایعه‌نامه عادی از محل مالکیت قربان علی اسدی و محمد گایگانی. bbox=[490, 1605, 692, 1732]
notice-badge: نوبت اول bbox=[1284, 138, 1345, 153]
notice-entry: ردیف ۶۱ رای شماره ۱۳۰۴۹ - ۱۴۰۴/۱۱/۲۱ خانم صغری حق وردی فرزند مسیب بشماره شناسنامه ۸۹۱ صادره از شازند بشماره ملی ۰۶۲۰۸۸۱۵۹۰ در ششدانگ یکقطعه زمین مزروعی به مساحت ۴۶۷۳/۰۷ مترمربع قسمتی از پلاک ۱۸۶ فرعی از ۱۰۲ اصلی واقع در بخش ۵ اراک حوزه ثبتی شازند خریداری برابر مبایعه‌نامه عادی از محل مالکیت ولی اله حق وردی و متقاضی. bbox=[270, 652, 472, 778]
notice-entry: ردیف ۴۸ رای شماره ۱۳۰۱۲ - ۱۴۰۴/۱۱/۲۱ آقای هادی رحیمی فرزند طوفان بشماره شناسنامه ۱۸۲ صادره از شازند بشماره ملی ۰۵۹۳۰۰۳۷۰۱ در ششدانگ یکقطعه زمین مزروعی به مساحت ۱۹۴۹/۶۸ مترمربع قسمتی از پلاک ۷۷ اصلی واقع در بخش ۵ اراک حوزه ثبتی شازند خریداری برابر مبایعه‌نامه عادی از محل مالکیت قربان علی اسدی و محمد گایگانی. bbox=[490, 826, 692, 953]
notice-entry: ردیف ۵ رای شماره ۱۳۸۵۶ - ۱۴۰۴/۱۲/۰۵ آقای غلامرضا نوشاد فرزند غلامحسین بشماره شناسنامه ۱۶ صادره از زالیان بشماره ملی ۰۶۲۲۱۵۷۶۷۷ در ششدانگ یکقطعه زمین مزروعی به مساحت ۲۳۶۹/۵۳ مترمربع قسمتی از پلاک ۵۸ اصلی واقع در بخش ۴ اراک حوزه ثبتی شازند خریداری برابر مبایعه‌نامه عادی از محل مالکیت طاهری ترابی. bbox=[1150, 1097, 1352, 1223]
second-pub-date: سه‌شنبه ۱۴۰۵/۰۲/۱۵ bbox=[137, 1837, 252, 1852]
section-title: اطلاع رسانی bbox=[612, 76, 734, 95]
notice-entry: ردیف ۷۲ رای شماره ۱۴۰۵۲ - ۱۴۰۴/۱۲/۲۳ آقای خداپار نجاریان فرزند علی جواد بشماره شناسنامه ۴۵۰ صادره از شازند بشماره ملی ۰۶۱۰۷۷۱۳۳۶ در سه دانگ مشاع از ششدانگ یکقطعه زمین مزروعی به مساحت ۳۳۸/۲۴ مترمربع قسمتی از پلاک ۸۲ اصلی واقع در بخش ۴ اراک حوزه ثبتی شازند خریداری برابر مبایعه‌نامه عادی از محل مالکیت علی‌اصغر فیروزی. bbox=[52, 220, 252, 346]
notice-entry: ردیف ۲۰ رای شماره ۱۳۹۰۲ - ۱۴۰۴/۱۲/۰۶ آقای نادعلی سالاروند فرزند احمدعلی بشماره شناسنامه ۵ صادره از ازنا بشماره ملی ۴۲۱۸۶۲۵۶۵۴ در ششدانگ یکقطعه زمین مزروعی به مساحت ۲۲۶۷/۵۹ مترمربع قسمتی از پلاک ۲۲ اصلی واقع در بخش ۵ اراک حوزه ثبتی شازند خریداری برابر مبایعه‌نامه عادی از محل مالکیت شرفعلی بداغی. bbox=[930, 1013, 1133, 1140]
notice-entry: اصلی واقع در بخش ۴ اراک حوزه ثبتی شازند خریداری برابر مبایعه‌نامه عادی از محل مالکیت مسیب عینی. bbox=[490, 133, 693, 174]
notice-entry: ردیف ۱۰ رای شماره ۱۳۹۶۲ - ۱۴۰۴/۱۲/۰۶ آقای محمد علیدادی فرزند علیرضا بشماره شناسنامه ۳۸۴ صادره از بروجرد بشماره ملی ۴۱۳۱۶۸۴۹۹۳ در ششدانگ یکقطعه زمین مزروعی به مساحت ۴۲۱۷/۸۵ مترمربع قسمتی از پلاک ۲۰۲ اصلی واقع در بخش ۵ اراک حوزه ثبتی شازند خریداری برابر مبایعه‌نامه عادی از محل مالکیت احمد ابراهیم. bbox=[1150, 1703, 1352, 1816]
notice-entry: ردیف ۴۴ رای شماره ۱۳۰۲۲ - ۱۴۰۴/۱۱/۲۱ آقای هادی رحیمی فرزند طوفان بشماره شناسنامه ۱۸۲ صادره از شازند بشماره ملی ۰۵۹۳۰۰۳۷۰۱ در ششدانگ یکقطعه زمین مزروعی به مساحت ۱۵۶۱/۸۸ مترمربع قسمتی از پلاک ۷۷ اصلی واقع در بخش ۵ اراک حوزه ثبتی شازند خریداری برابر مبایعه‌نامه عادی از محل مالکیت قربان علی اسدی و محمد گایگانی. bbox=[490, 307, 692, 434]
first-pub-label: تاریخ انتشار نوبت اول: bbox=[122, 1783, 252, 1798]
first-pub-date: سه‌شنبه ۱۴۰۵/۰۲/۰۱ bbox=[137, 1801, 252, 1816]
logo-subtitle: روزنامه bbox=[185, 52, 198, 87]
notice-entry: ردیف ۵۰ رای شماره ۱۳۰۲۸ - ۱۴۰۴/۱۱/۲۱ آقای هادی رحیمی فرزند طوفان بشماره شناسنامه ۱۸۲ صادره از شازند بشماره ملی ۰۵۹۳۰۰۳۷۰۱ در ششدانگ یکقطعه زمین مزروعی به مساحت ۲۷۱۵/۶۴ مترمربع قسمتی از پلاک ۷۷ اصلی واقع در بخش ۵ اراک حوزه ثبتی شازند خریداری برابر مبایعه‌نامه عادی از محل مالکیت قربان علی اسدی و محمد گایگانی. bbox=[490, 1086, 692, 1213]
column-4 bbox=[490, 132, 692, 1922]
newspaper-page bbox=[52, 40, 1353, 2134]
notice-entry: ردیف ۱۵ رای شماره ۱۳۸۹۵ - ۱۴۰۴/۱۲/۰۵ آقای اسماعیل کریمی فرزند منصور بشماره شناسنامه ۱۲۸۰ صادره از شازند بشماره ملی ۰۶۲۰۵۷۸۵۵۷ در ششدانگ یکقطعه باغ به مساحت ۱۹۳۲/۲۳ مترمربع قسمتی از پلاک ۳۰ فرعی از ۹۳ اصلی واقع در بخش ۴ اراک حوزه ثبتی شازند خریداری برابر مبایعه‌نامه عادی از محل مالکیت علی رستم پور. bbox=[930, 350, 1132, 462]
notice-entry: ردیف ۲۱ رای شماره ۱۳۹۰۹ - ۱۴۰۴/۱۲/۰۶ آقای نادعلی سالاروند فرزند احمدعلی بشماره شناسنامه ۵ صادره از ازنا بشماره ملی ۴۲۱۸۶۲۵۶۵۴ در ششدانگ یکقطعه زمین مزروعی به مساحت ۲۱۴۶/۶۸ مترمربع قسمتی از پلاک ۲۲ اصلی واقع در بخش ۵ اراک حوزه ثبتی شازند خریداری برابر مبایعه‌نامه عادی از محل مالکیت شرفعلی بداغی. bbox=[930, 1143, 1133, 1269]
signatory-name: حمیدرضا هاشمی bbox=[155, 1873, 252, 1888]
notice-entry: ردیف ۵۱ رای شماره ۱۳۰۲۶ - ۱۴۰۴/۱۱/۲۱ آقای هادی رحیمی فرزند طوفان بشماره شناسنامه ۱۸۲ صادره از شازند بشماره ملی ۰۵۹۳۰۰۳۷۰۱ در ششدانگ یکقطعه زمین مزروعی به مساحت ۱۸۳۰/۲۲ مترمربع قسمتی از پلاک ۷۷ اصلی واقع در بخش ۵ اراک حوزه ثبتی شازند خریداری برابر مبایعه‌نامه عادی از محل مالکیت قربان علی اسدی و محمد گایگانی. bbox=[490, 1216, 692, 1342]
notice-entry: ردیف ۲۵ رای شماره ۱۳۹۱۶ - ۱۴۰۴/۱۲/۰۶ آقای عزت اله خرمی بیژ فرزند آقا ملا بشماره شناسنامه ۵۵۰ صادره از شازند بشماره ملی ۰۵۹۳۱۵۶۷۷۹ در ششدانگ یکقطعه زمین مزروعی به مساحت ۲۹۶۲/۳۵ مترمربع قسمتی از پلاک ۱۳۶ اصلی واقع در بخش ۵ اراک حوزه ثبتی شازند خریداری برابر مبایعه‌نامه عادی از محل مالکیت آقا ملا خرمی بیژ. bbox=[930, 1634, 1132, 1760]
notice-entry: ردیف ۴۵ رای شماره ۱۳۰۱۸ - ۱۴۰۴/۱۱/۲۱ آقای هادی رحیمی فرزند طوفان بشماره شناسنامه ۱۸۲ صادره از شازند بشماره ملی ۰۵۹۳۰۰۳۷۰۱ در ششدانگ یکقطعه زمین مزروعی به مساحت ۱۹۳۰/۳۸ مترمربع قسمتی از پلاک ۷۷ اصلی واقع در بخش ۵ اراک حوزه ثبتی شازند خریداری برابر مبایعه‌نامه عادی از محل مالکیت قربان علی اسدی و محمد گایگانی. bbox=[490, 437, 692, 563]
notice-entry: ردیف ۲۲ رای شماره ۱۳۹۱۴ - ۱۴۰۴/۱۲/۰۶ آقای عزت اله خرمی بیژ فرزند آقا ملا بشماره شناسنامه ۵۵۰ صادره از شازند بشماره ملی ۰۵۹۳۱۵۶۷۷۹ در ششدانگ یکقطعه زمین مزروعی به مساحت ۱۵۷/۶۶ مترمربع قسمتی از پلاک ۱۳۶ اصلی واقع در بخش ۵ اراک حوزه ثبتی شازند خریداری برابر مبایعه‌نامه عادی از محل مالکیت آقا ملا خرمی بیژ. bbox=[930, 1273, 1133, 1385]
notice-entry: ردیف ۱۶ رای شماره ۸۳۴۸ - ۱۴۰۳/۰۷/۱۳ آقای رحیم اصلاحی - ۸۳۹۶ - ۱۴۰۳/۱۲/۱۵ آقای علی‌محمد غلام‌نژاد فرزند محمدرحیم بشماره شناسنامه ۴۸ صادره از شازند بشماره ملی ۰۶۲۲۱۶۵۳۱۱ در ششدانگ یکقطعه زمین مزروعی به مساحت ۱۷۵۳۲/۸۸ مترمربع قسمتی از پلاک یک فرعی از ۹۳ اصلی واقع در بخش ۴ اراک حوزه ثبتی شازند خریداری برابر مبایعه‌نامه عادی از محل مالکیت حبیب ذوالفقاری فرزند علی. bbox=[930, 465, 1132, 606]
column-paragraphs bbox=[1150, 360, 1352, 2135]
logo-text: سام ما bbox=[53, 53, 171, 93]
notice-entry: آگهی موضوع ماده ۳ قانون و ماده ۱۳ آئین نامه قانون تعیین تکلیف وضعیت ثبتی و اراضی و ساختمان‌های فاقد سند رسمی bbox=[1150, 361, 1352, 402]
notice-entry: ردیف ۶۲ رای شماره ۱۳۰۴۸ - ۱۴۰۴/۱۱/۲۱ خانم صغری حق وردی فرزند مسیب بشماره شناسنامه ۸۹۱ صادره از شازند بشماره ملی ۰۶۲۰۸۸۱۵۹۰ در ششدانگ یکقطعه زمین مزروعی به مساحت ۲۷۸۵/۰۱ مترمربع قسمتی از پلاک ۱۸۶ فرعی از ۱۰۲ اصلی واقع در بخش ۵ اراک حوزه ثبتی شازند خریداری برابر مبایعه‌نامه عادی از محل مالکیت ولی اله حق وردی و متقاضی. bbox=[270, 782, 472, 908]
notice-entry: ردیف ۱۲ رای شماره ۱۳۹۵۵ - ۱۴۰۴/۱۲/۰۶ آقای علی ولی‌پور فرزند امید علی بشماره شناسنامه ۳۱۳ صادره از اشترینان بشماره ملی ۵۵۷۹۹۸۹۹۲ در ششدانگ یکقطعه زمین مزروعی به مساحت ۲۱۶۸۳/۸۷ مترمربع قسمتی از پلاک ۲۴ اصلی واقع در بخش ۴ اراک حوزه ثبتی شازند خریداری برابر مبایعه‌نامه عادی از محل مالکیت شکراله حیدری. bbox=[1150, 1949, 1352, 2075]
logo-url: www.payamema.ir bbox=[56, 102, 140, 112]
notice-entry: ردیف ۱ رای شماره ۱۴۰۴۸ - ۱۴۰۴/۱۲/۲۴ آقای شکر خدا اله دادی فرزند فضل اله بشماره شناسنامه ۳۱ صادره از شازند بشماره ملی ۰۶۱۶۷۶۴۵۶۵ در ششدانگ یکقطعه زمین مزروعی به مساحت ۲۳۹۶/۵۷ مترمربع قسمتی از پلاک ۵۸ اصلی واقع در بخش ۴ اراک حوزه ثبتی شازند خریداری برابر مبایعه‌نامه عادی از محل مالکیت شمس اله قدیمی. bbox=[1150, 620, 1352, 747]
notice-columns bbox=[52, 132, 1353, 2134]
notice-entry: ردیف ۳۰ رای شماره ۱۳۹۸۱ - ۱۴۰۴/۱۲/۰۹ آقای محمد نیک پی فرزند احمد بشماره شناسنامه ۲۴۳ صادره از شازند بشماره ملی ۰۵۳۳۳۶۸۶۱ در ششدانگ یکقطعه زمین مزروعی به مساحت ۱۳۶۸/۴۴ مترمربع قسمتی از پلاک ۴۲ اصلی واقع در بخش ۴ اراک حوزه ثبتی شازند خریداری برابر مبایعه‌نامه عادی از محل مالکیت علی نیک پی. bbox=[710, 494, 912, 606]
notice-title-2: اداره کل ثبت اسناد و املاک استان مرکزی bbox=[1163, 237, 1352, 283]
notice-entry: ردیف ۳۹ رای شماره ۱۳۹۰۲ - ۱۴۰۴/۱۲/۰۶ آقای نادعلی سالاروند فرزند احمدعلی بشماره شناسنامه ۵ صادره از ازنا بشماره ملی ۴۲۱۸۶۲۵۶۵۴ در ششدانگ یکقطعه زمین مزروعی به مساحت ۳۸۱/۵۳ مترمربع قسمتی از پلاک ۱۶ اصلی واقع در بخش ۵ اراک حوزه ثبتی شازند خریداری برابر مبایعه‌نامه عادی از محل مالکیت شرفعلی بداغی. bbox=[710, 1563, 913, 1675]
notice-entry: ردیف ۷۰ رای شماره ۱۴۰۳۳ - ۱۴۰۴/۱۲/۲۳ آقای خداپار نجاریان فرزند علی جواد بشماره شناسنامه ۴۵۰ صادره از شازند بشماره ملی ۰۶۱۰۷۷۱۳۳۶ در سه دانگ مشاع از ششدانگ یکقطعه زمین مزروعی به مساحت ۶۷۶۳۴/۲۸ مترمربع قسمتی از پلاک ۸۲ اصلی واقع در بخش ۴ اراک حوزه ثبتی شازند خریداری برابر مبایعه‌نامه عادی از محل مالکیت علی‌اصغر فیروزی. bbox=[270, 1820, 472, 1947]
